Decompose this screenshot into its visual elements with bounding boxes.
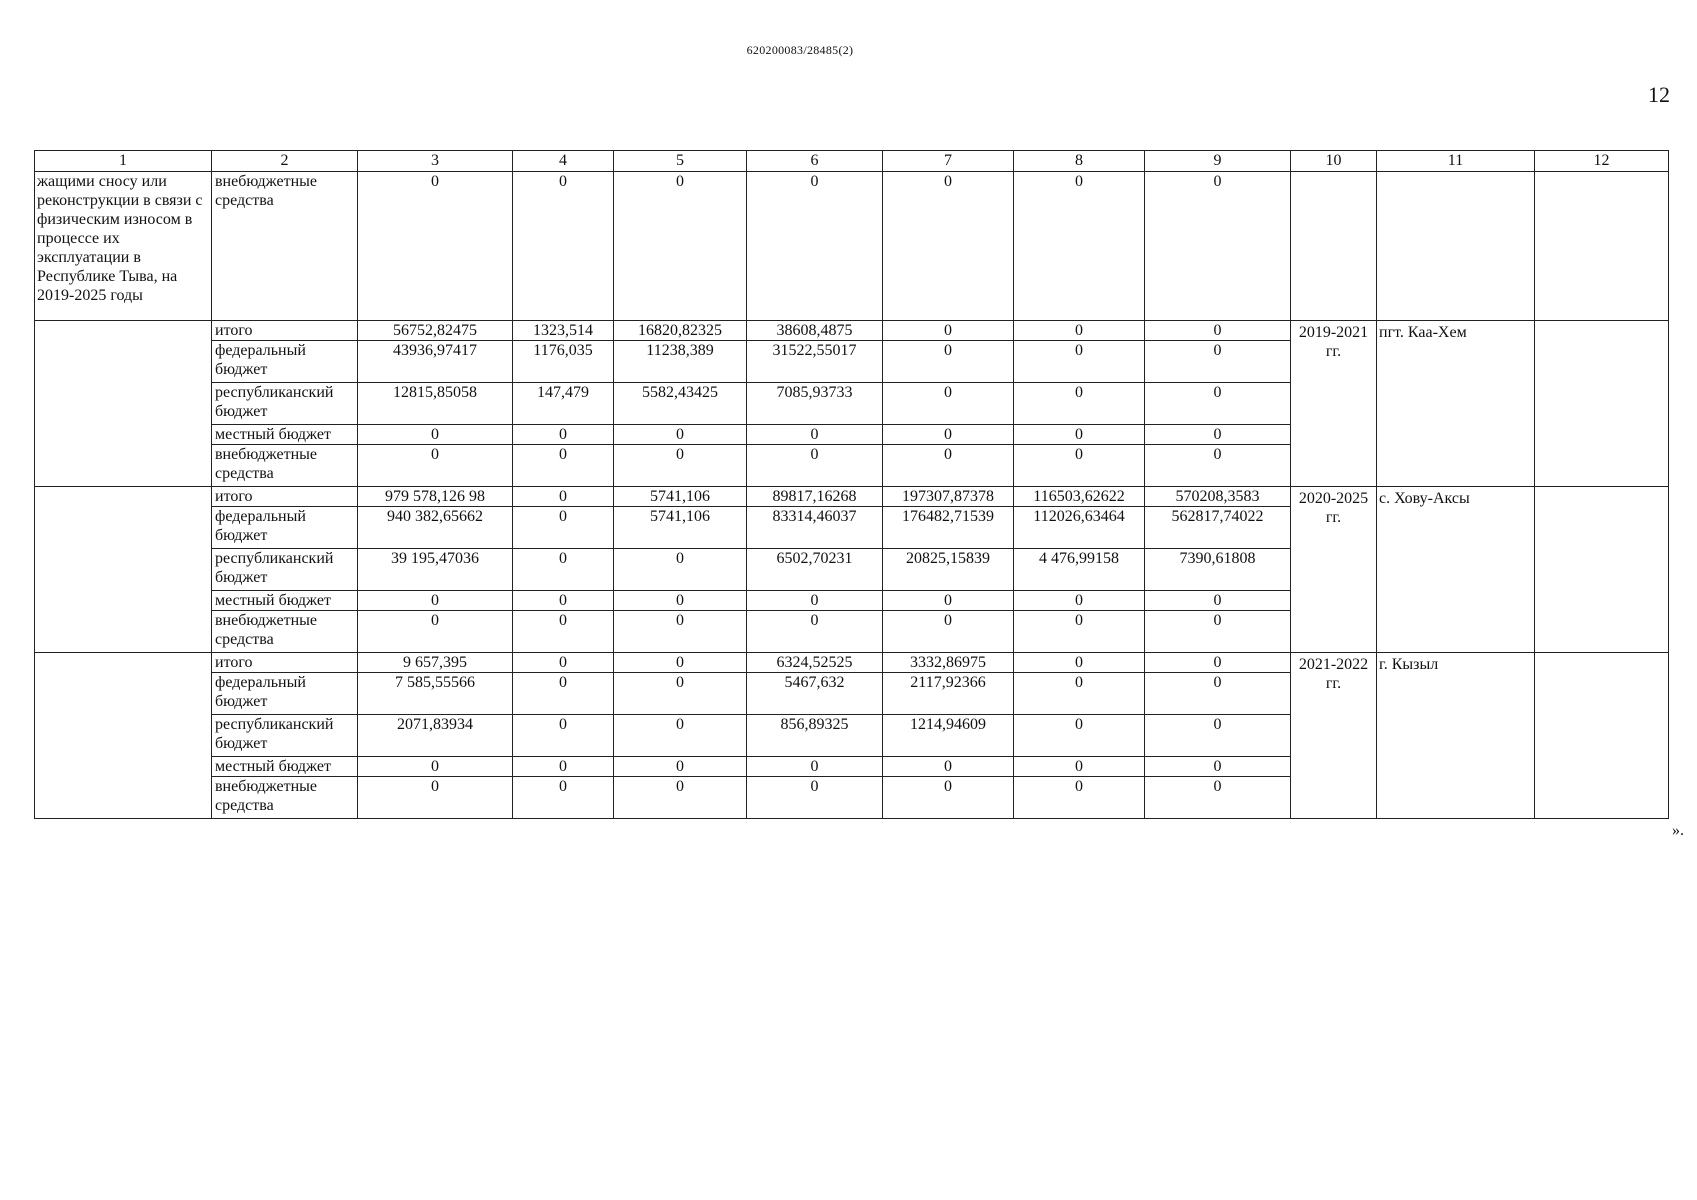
value-cell: 0: [513, 507, 614, 549]
value-cell: 0: [513, 673, 614, 715]
table-row: [35, 172, 1669, 321]
value-cell: 0: [614, 549, 747, 591]
value-cell: 4 476,99158: [1014, 549, 1145, 591]
funding-source-label: внебюджетные средства: [212, 611, 358, 653]
empty-cell: [1535, 321, 1669, 487]
empty-cell: [35, 321, 212, 487]
funding-source-label: местный бюджет: [212, 757, 358, 777]
value-cell: 9 657,395: [358, 653, 513, 673]
value-cell: 5741,106: [614, 487, 747, 507]
value-cell: 0: [1014, 172, 1145, 321]
value-cell: 0: [513, 777, 614, 819]
value-cell: 16820,82325: [614, 321, 747, 341]
empty-cell: [35, 653, 212, 819]
value-cell: 0: [614, 757, 747, 777]
value-cell: 0: [747, 425, 883, 445]
value-cell: 0: [358, 777, 513, 819]
value-cell: 0: [614, 591, 747, 611]
funding-source-label: итого: [212, 321, 358, 341]
value-cell: 0: [614, 445, 747, 487]
value-cell: 176482,71539: [883, 507, 1014, 549]
value-cell: 0: [883, 611, 1014, 653]
value-cell: 0: [1014, 777, 1145, 819]
funding-source-label: федеральный бюджет: [212, 341, 358, 383]
value-cell: 0: [1145, 611, 1291, 653]
value-cell: 0: [883, 445, 1014, 487]
value-cell: 43936,97417: [358, 341, 513, 383]
value-cell: 0: [747, 611, 883, 653]
table-row: [35, 653, 1669, 673]
location-cell: с. Хову-Аксы: [1377, 487, 1535, 653]
value-cell: 940 382,65662: [358, 507, 513, 549]
value-cell: 0: [513, 715, 614, 757]
value-cell: 0: [614, 172, 747, 321]
value-cell: 0: [358, 445, 513, 487]
value-cell: 1214,94609: [883, 715, 1014, 757]
value-cell: 0: [747, 757, 883, 777]
value-cell: 7390,61808: [1145, 549, 1291, 591]
value-cell: 116503,62622: [1014, 487, 1145, 507]
empty-cell: [1377, 172, 1535, 321]
value-cell: 0: [1145, 445, 1291, 487]
table-row: [35, 487, 1669, 507]
funding-source-label: итого: [212, 653, 358, 673]
table-row: [35, 321, 1669, 341]
empty-cell: [1535, 653, 1669, 819]
value-cell: 0: [883, 591, 1014, 611]
value-cell: 5582,43425: [614, 383, 747, 425]
value-cell: 6324,52525: [747, 653, 883, 673]
value-cell: 7085,93733: [747, 383, 883, 425]
value-cell: 0: [1145, 653, 1291, 673]
program-description: жащими сносу или реконструкции в связи с физическим износом в процессе их эксплуатации в Республике Тыва, на 2019-2025 годы: [35, 172, 212, 321]
value-cell: 0: [1014, 611, 1145, 653]
value-cell: 20825,15839: [883, 549, 1014, 591]
value-cell: 0: [747, 445, 883, 487]
value-cell: 0: [1014, 341, 1145, 383]
value-cell: 0: [1014, 445, 1145, 487]
value-cell: 2071,83934: [358, 715, 513, 757]
column-number: 3: [358, 151, 513, 172]
value-cell: 0: [1145, 777, 1291, 819]
value-cell: 0: [1014, 653, 1145, 673]
value-cell: 0: [513, 172, 614, 321]
value-cell: 0: [1145, 673, 1291, 715]
value-cell: 0: [513, 487, 614, 507]
value-cell: 5467,632: [747, 673, 883, 715]
value-cell: 570208,3583: [1145, 487, 1291, 507]
value-cell: 0: [513, 611, 614, 653]
column-number: 7: [883, 151, 1014, 172]
value-cell: 0: [513, 549, 614, 591]
value-cell: 38608,4875: [747, 321, 883, 341]
column-number-row: [35, 151, 1669, 172]
value-cell: 112026,63464: [1014, 507, 1145, 549]
value-cell: 0: [358, 425, 513, 445]
value-cell: 0: [513, 445, 614, 487]
value-cell: 0: [1014, 425, 1145, 445]
value-cell: 0: [1145, 591, 1291, 611]
value-cell: 0: [1145, 757, 1291, 777]
value-cell: 1176,035: [513, 341, 614, 383]
value-cell: 0: [1014, 591, 1145, 611]
value-cell: 0: [513, 757, 614, 777]
column-number: 1: [35, 151, 212, 172]
value-cell: 0: [883, 321, 1014, 341]
column-number: 5: [614, 151, 747, 172]
value-cell: 0: [883, 172, 1014, 321]
column-number: 10: [1291, 151, 1377, 172]
budget-table: [34, 150, 1669, 819]
value-cell: 0: [1145, 383, 1291, 425]
value-cell: 0: [1145, 715, 1291, 757]
value-cell: 0: [747, 777, 883, 819]
value-cell: 0: [1014, 715, 1145, 757]
value-cell: 0: [1014, 383, 1145, 425]
table-body: [35, 151, 1669, 819]
value-cell: 0: [614, 611, 747, 653]
column-number: 8: [1014, 151, 1145, 172]
funding-source-label: республиканский бюджет: [212, 383, 358, 425]
value-cell: 0: [747, 172, 883, 321]
value-cell: 0: [1014, 321, 1145, 341]
column-number: 4: [513, 151, 614, 172]
value-cell: 0: [883, 341, 1014, 383]
period-cell: 2020-2025 гг.: [1291, 487, 1377, 653]
column-number: 9: [1145, 151, 1291, 172]
funding-source-label: республиканский бюджет: [212, 549, 358, 591]
page-number: 12: [1648, 82, 1670, 107]
closing-quote-mark: ».: [1672, 822, 1684, 839]
funding-source-label: внебюджетные средства: [212, 445, 358, 487]
value-cell: 0: [513, 591, 614, 611]
value-cell: 0: [1145, 321, 1291, 341]
funding-source-label: федеральный бюджет: [212, 673, 358, 715]
value-cell: 0: [1145, 341, 1291, 383]
value-cell: 0: [614, 425, 747, 445]
document-id: 620200083/28485(2): [746, 43, 854, 57]
column-number: 12: [1535, 151, 1669, 172]
value-cell: 0: [513, 425, 614, 445]
column-number: 11: [1377, 151, 1535, 172]
empty-cell: [1291, 172, 1377, 321]
value-cell: 0: [883, 383, 1014, 425]
value-cell: 11238,389: [614, 341, 747, 383]
period-cell: 2019-2021 гг.: [1291, 321, 1377, 487]
value-cell: 0: [1014, 757, 1145, 777]
value-cell: 0: [513, 653, 614, 673]
empty-cell: [1535, 487, 1669, 653]
value-cell: 147,479: [513, 383, 614, 425]
value-cell: 39 195,47036: [358, 549, 513, 591]
value-cell: 856,89325: [747, 715, 883, 757]
value-cell: 0: [1145, 172, 1291, 321]
value-cell: 0: [358, 172, 513, 321]
value-cell: 1323,514: [513, 321, 614, 341]
value-cell: 83314,46037: [747, 507, 883, 549]
funding-source-label: внебюджетные средства: [212, 172, 358, 321]
funding-source-label: местный бюджет: [212, 425, 358, 445]
location-cell: пгт. Каа-Хем: [1377, 321, 1535, 487]
column-number: 2: [212, 151, 358, 172]
value-cell: 12815,85058: [358, 383, 513, 425]
value-cell: 0: [1014, 673, 1145, 715]
value-cell: 979 578,126 98: [358, 487, 513, 507]
value-cell: 0: [614, 673, 747, 715]
empty-cell: [35, 487, 212, 653]
value-cell: 197307,87378: [883, 487, 1014, 507]
funding-source-label: федеральный бюджет: [212, 507, 358, 549]
value-cell: 3332,86975: [883, 653, 1014, 673]
column-number: 6: [747, 151, 883, 172]
value-cell: 56752,82475: [358, 321, 513, 341]
funding-source-label: внебюджетные средства: [212, 777, 358, 819]
funding-source-label: местный бюджет: [212, 591, 358, 611]
location-cell: г. Кызыл: [1377, 653, 1535, 819]
value-cell: 5741,106: [614, 507, 747, 549]
value-cell: 0: [614, 653, 747, 673]
funding-source-label: итого: [212, 487, 358, 507]
value-cell: 0: [883, 777, 1014, 819]
value-cell: 89817,16268: [747, 487, 883, 507]
value-cell: 0: [358, 591, 513, 611]
value-cell: 0: [1145, 425, 1291, 445]
period-cell: 2021-2022 гг.: [1291, 653, 1377, 819]
value-cell: 0: [883, 757, 1014, 777]
value-cell: 31522,55017: [747, 341, 883, 383]
value-cell: 0: [747, 591, 883, 611]
value-cell: 7 585,55566: [358, 673, 513, 715]
value-cell: 0: [614, 715, 747, 757]
value-cell: 0: [614, 777, 747, 819]
value-cell: 562817,74022: [1145, 507, 1291, 549]
value-cell: 2117,92366: [883, 673, 1014, 715]
value-cell: 0: [883, 425, 1014, 445]
funding-source-label: республиканский бюджет: [212, 715, 358, 757]
value-cell: 6502,70231: [747, 549, 883, 591]
value-cell: 0: [358, 757, 513, 777]
empty-cell: [1535, 172, 1669, 321]
value-cell: 0: [358, 611, 513, 653]
